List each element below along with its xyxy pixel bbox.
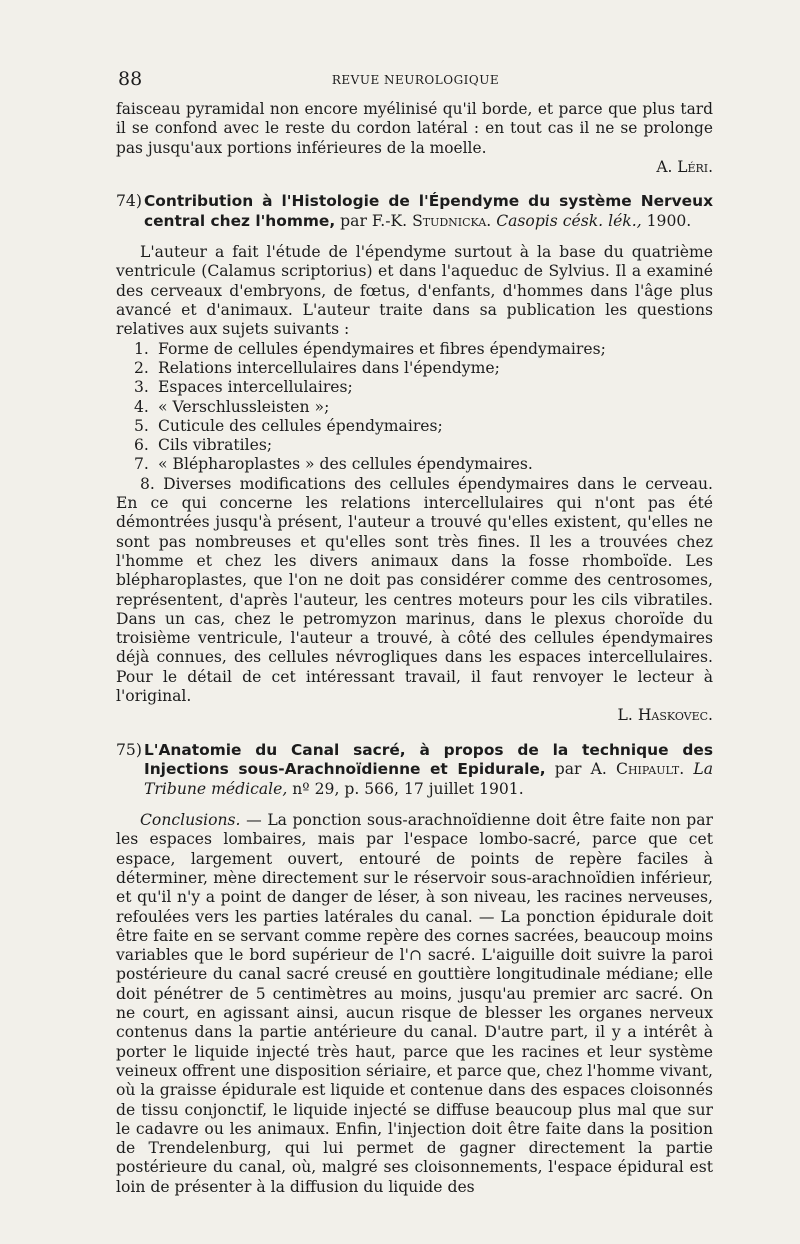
entry-author: Chipault. [616,760,685,779]
list-item: 4. « Verschlussleisten »; [134,397,330,416]
page-content [116,100,713,1197]
entry-number: 75) [116,740,142,759]
entry-74 [116,192,713,725]
topic-list [116,340,713,475]
entry-year: 1900. [646,211,692,230]
entry-reference: nº 29, p. 566, 17 juillet 1901. [292,779,524,798]
list-item: 6. Cils vibratiles; [134,436,273,455]
list-item: 3. Espaces intercellulaires; [134,378,353,397]
conclusions-label: Conclusions. [140,811,241,830]
entry-title-line: Contribution à l'Histologie de l'Épendyme du système Nerveux central chez l'homme, par F.-K. Studnicka. Casopis césk. lék., 1900. [144,192,713,230]
list-item: 5. Cuticule des cellules épendymaires; [134,416,443,435]
entry-75-heading [116,741,713,800]
page-number: 88 [118,68,143,90]
list-item: 2. Relations intercellulaires dans l'épendyme; [134,358,500,377]
entry-title: Contribution à l'Histologie de l'Épendyme du système Nerveux central chez l'homme, [144,192,713,230]
entry-journal: La Tribune médicale, [144,760,713,798]
list-item-8: 8. Diverses modifications des cellules épendymaires dans le cerveau. En ce qui concerne les relations intercellulaires qui n'ont pas été démontrées jusqu'à présent, l'auteur a trouvé qu'elles existent, qu'elles ne sont pas nombreuses et qu'elles sont très fines. Il les a trouvées chez l'homme et chez les divers animaux dans la fosse rhomboïde. Les blépharoplastes, que l'on ne doit pas considérer comme des centrosomes, représentent, d'après l'auteur, les centres moteurs pour les cils vibratiles. Dans un cas, chez le petromyzon marinus, dans le plexus choroïde du troisième ventricule, l'auteur a trouvé, à côté des cellules épendymaires déjà connues, des cellules névrogliques dans les espaces intercellulaires. Pour le détail de cet intéressant travail, il faut renvoyer le lecteur à l'original. [116,474,714,706]
entry-title: L'Anatomie du Canal sacré, à propos de la technique des Injections sous-Arachnoïdienne et Epidurale, [144,740,713,779]
list-item: 7. « Blépharoplastes » des cellules épendymaires. [134,455,533,474]
entry-75 [116,741,713,1197]
running-title: REVUE NEUROLOGIQUE [331,73,500,87]
page-header [118,68,713,90]
entry-title-line: L'Anatomie du Canal sacré, à propos de la technique des Injections sous-Arachnoïdienne et Epidurale, par A. Chipault. La Tribune médicale, nº 29, p. 566, 17 juillet 1901. [144,740,713,798]
entry-74-intro: L'auteur a fait l'étude de l'épendyme surtout à la base du quatrième ventricule (Calamus scriptorius) et dans l'aqueduc de Sylvius. Il a examiné des cerveaux d'embryons, de fœtus, d'enfants, d'hommes dans l'âge plus avancé et d'animaux. L'auteur traite dans sa publication les questions relatives aux sujets suivants : [116,243,713,339]
signature-haskovec: L. Haskovec. [617,706,713,725]
continued-paragraph: faisceau pyramidal non encore myélinisé qu'il borde, et parce que plus tard il se confond avec le reste du cordon latéral : en tout cas il ne se prolonge pas jusqu'aux portions inférieures de la moelle. [116,100,713,157]
signature-leri: A. Léri. [656,157,713,176]
entry-author: Studnicka. [412,211,492,230]
entry-74-heading [116,192,713,231]
entry-75-body: Conclusions. — La ponction sous-arachnoïdienne doit être faite non par les espaces lombaires, mais par l'espace lombo-sacré, parce que cet espace, largement ouvert, entouré de points de repère faciles à déterminer, mène directement sur le réservoir sous-arachnoïdien inférieur, et qu'il n'y a point de danger de léser, à son niveau, les racines nerveuses, refoulées vers les parties latérales du canal. — La ponction épidurale doit être faite en se servant comme repère des cornes sacrées, beaucoup moins variables que le bord supérieur de l'∩ sacré. L'aiguille doit suivre la paroi postérieure du canal sacré creusé en gouttière longitudinale médiane; elle doit pénétrer de 5 centimètres au moins, jusqu'au premier arc sacré. On ne court, en agissant ainsi, aucun risque de blesser les organes nerveux contenus dans la partie antérieure du canal. D'autre part, il y a intérêt à porter le liquide injecté très haut, parce que les racines et leur système veineux offrent une disposition sériaire, et parce que, chez l'homme vivant, où la graisse épidurale est liquide et contenue dans des espaces cloisonnés de tissu conjonctif, le liquide injecté se diffuse beaucoup plus mal que sur le cadavre ou les animaux. Enfin, l'injection doit être faite dans la position de Trendelenburg, qui lui permet de gagner directement la partie postérieure du canal, où, malgré ses cloisonnements, l'espace épidural est loin de présenter à la diffusion du liquide des [116,811,713,1196]
list-item: 1. Forme de cellules épendymaires et fibres épendymaires; [134,339,606,358]
entry-journal: Casopis césk. lék., [496,211,642,230]
entry-number: 74) [116,192,142,211]
